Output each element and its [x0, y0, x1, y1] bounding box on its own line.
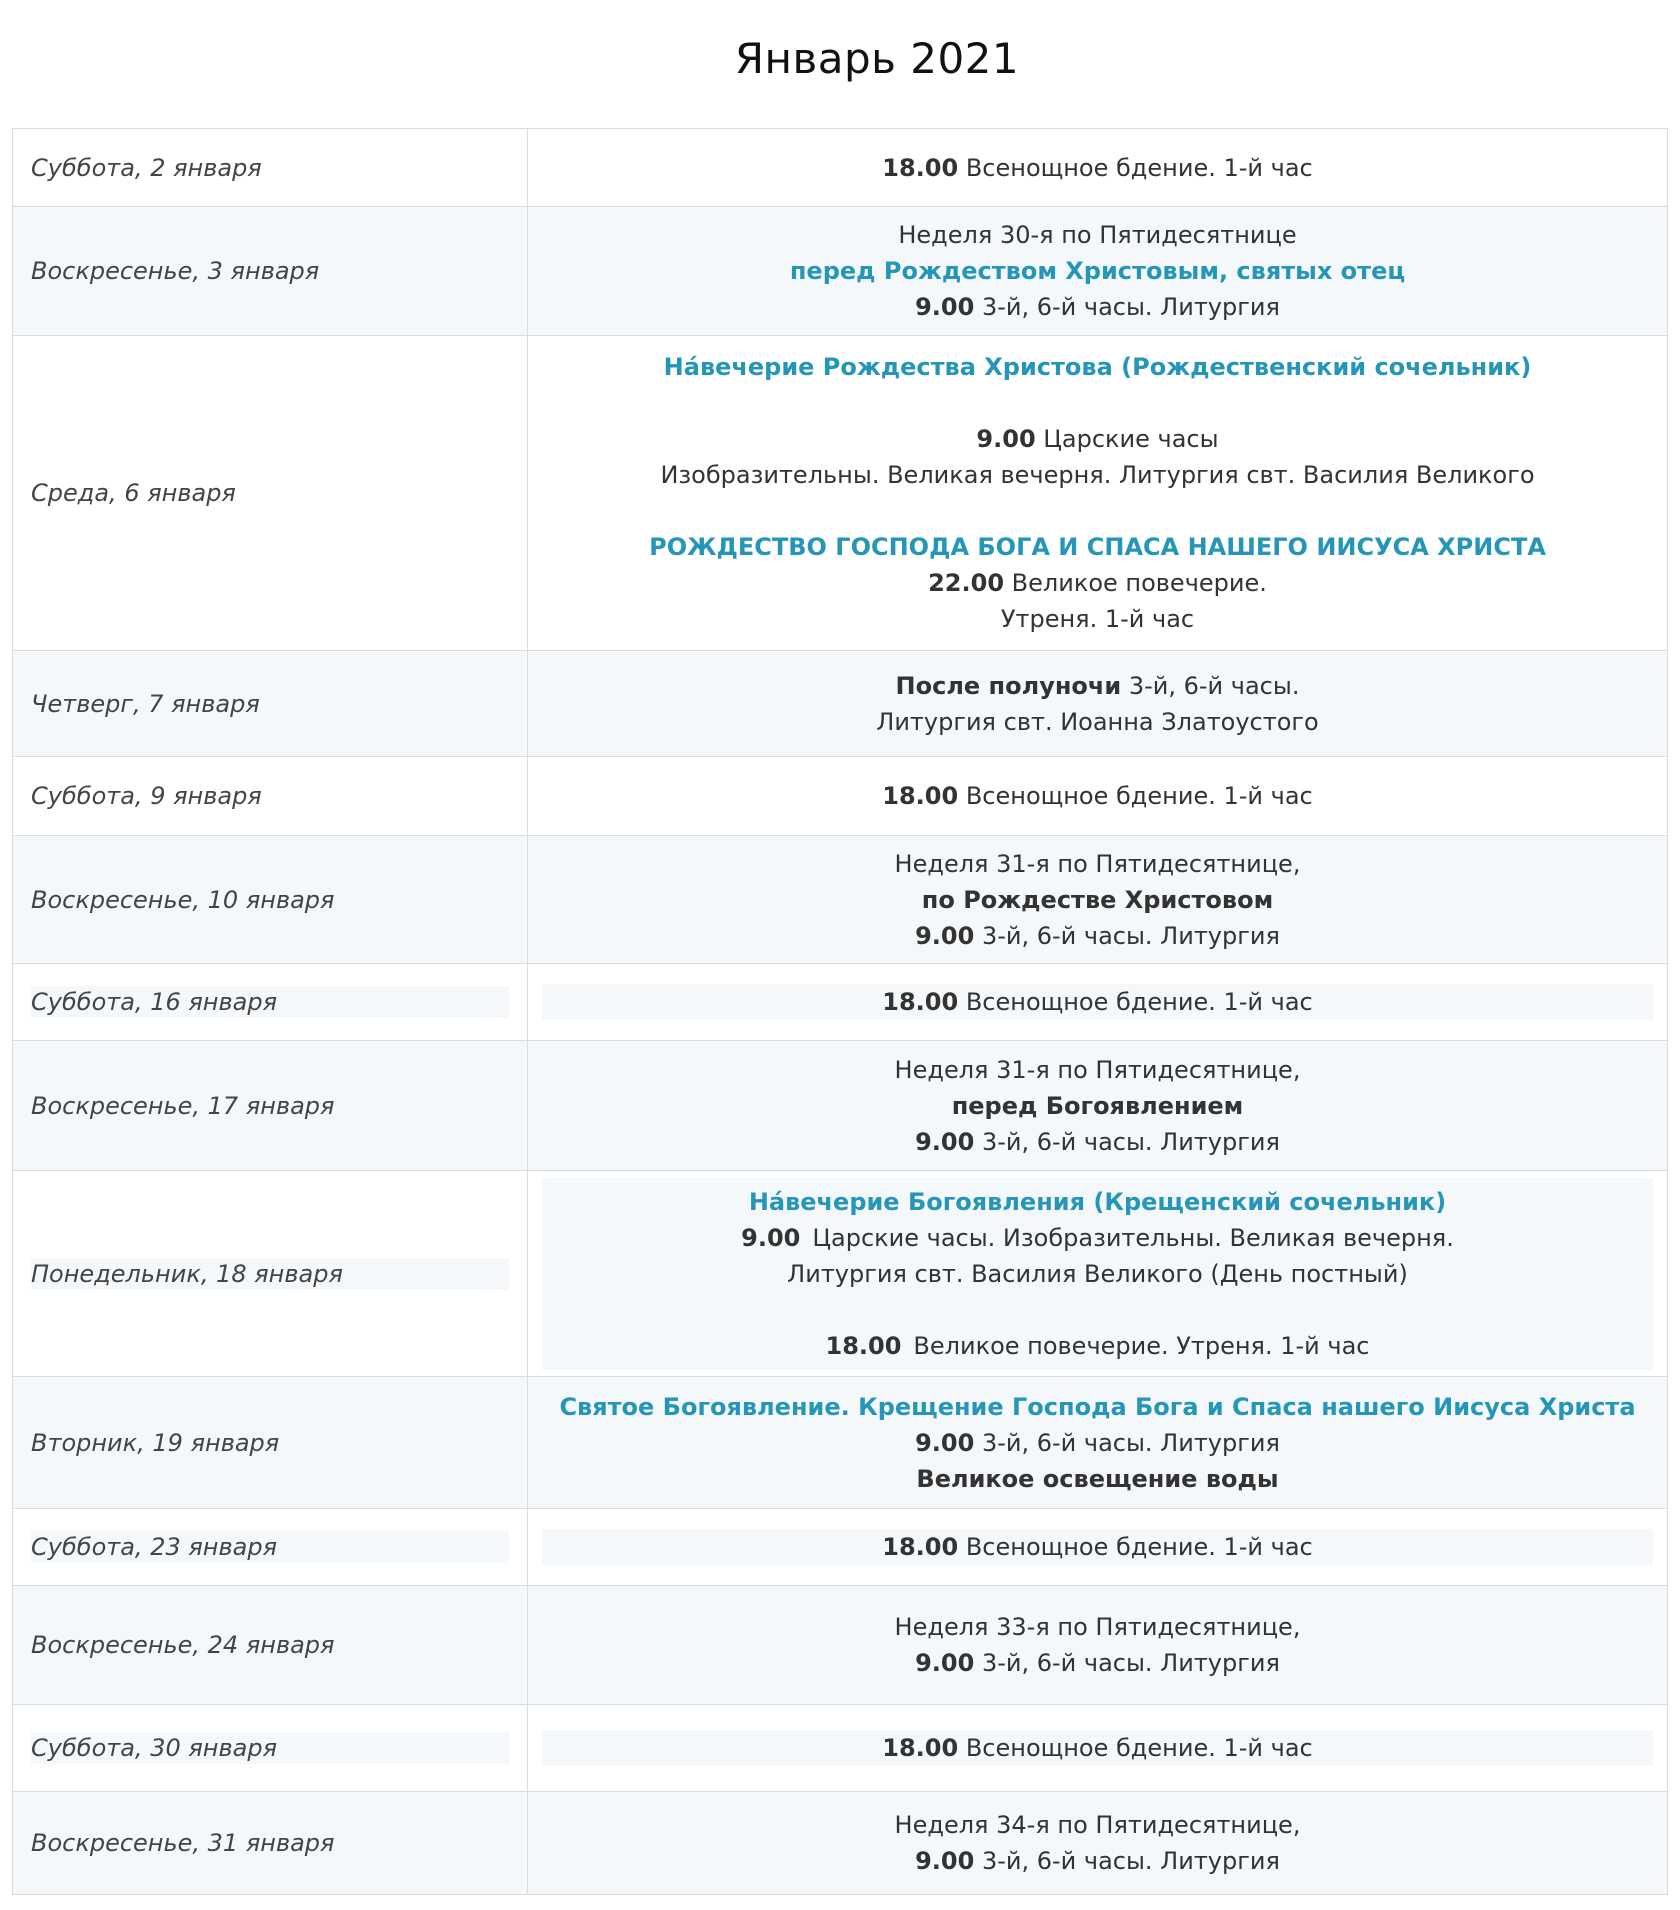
date-cell: Воскресенье, 3 января	[13, 207, 528, 336]
service-cell: Неделя 31-я по Пятидесятнице, по Рождестве Христовом 9.00 3-й, 6-й часы. Литургия	[528, 836, 1668, 964]
date-cell: Суббота, 2 января	[13, 129, 528, 207]
service-cell: 18.00 Всенощное бдение. 1-й час	[528, 129, 1668, 207]
date-cell: Воскресенье, 31 января	[13, 1792, 528, 1895]
feast-title: РОЖДЕСТВО ГОСПОДА БОГА И СПАСА НАШЕГО ИИСУСА ХРИСТА	[649, 533, 1546, 561]
date-cell: Вторник, 19 января	[13, 1377, 528, 1509]
table-row	[13, 1509, 1668, 1586]
date-cell: Понедельник, 18 января	[13, 1171, 528, 1377]
service-cell: 18.00 Всенощное бдение. 1-й час	[528, 757, 1668, 836]
service-cell: Святое Богоявление. Крещение Господа Бога и Спаса нашего Иисуса Христа 9.00 3-й, 6-й часы. Литургия Великое освещение воды	[528, 1377, 1668, 1509]
date-cell: Воскресенье, 17 января	[13, 1041, 528, 1171]
page-title: Январь 2021	[734, 34, 1020, 83]
feast-title: перед Рождеством Христовым, святых отец	[789, 257, 1406, 285]
date-cell: Воскресенье, 10 января	[13, 836, 528, 964]
table-row	[13, 129, 1668, 207]
table-row	[13, 1041, 1668, 1171]
service-cell: 18.00 Всенощное бдение. 1-й час	[528, 1509, 1668, 1586]
table-row	[13, 207, 1668, 336]
service-cell: Неделя 33-я по Пятидесятнице, 9.00 3-й, 6-й часы. Литургия	[528, 1586, 1668, 1705]
table-row	[13, 757, 1668, 836]
feast-title: Святое Богоявление. Крещение Господа Бога и Спаса нашего Иисуса Христа	[559, 1392, 1636, 1421]
service-cell: Нáвечерие Рождества Христова (Рождественский сочельник) 9.00 Царские часы Изобразительны. Великая вечерня. Литургия свт. Василия Великого РОЖДЕСТВО ГОСПОДА БОГА И СПАСА НАШЕГО ИИСУСА ХРИСТА 22.00 Великое повечерие. Утреня. 1-й час	[528, 336, 1668, 651]
table-row	[13, 1586, 1668, 1705]
feast-title: Нáвечерие Богоявления (Крещенский сочельник)	[748, 1187, 1447, 1216]
date-cell: Суббота, 16 января	[13, 964, 528, 1041]
service-cell: Неделя 30-я по Пятидесятнице перед Рождеством Христовым, святых отец 9.00 3-й, 6-й часы. Литургия	[528, 207, 1668, 336]
service-cell: Неделя 31-я по Пятидесятнице, перед Богоявлением 9.00 3-й, 6-й часы. Литургия	[528, 1041, 1668, 1171]
table-row	[13, 964, 1668, 1041]
service-cell: Неделя 34-я по Пятидесятнице, 9.00 3-й, 6-й часы. Литургия	[528, 1792, 1668, 1895]
feast-title: Нáвечерие Рождества Христова (Рождественский сочельник)	[663, 353, 1532, 381]
date-cell: Суббота, 23 января	[13, 1509, 528, 1586]
date-cell: Суббота, 9 января	[13, 757, 528, 836]
date-cell: Среда, 6 января	[13, 336, 528, 651]
table-row	[13, 1171, 1668, 1377]
date-cell: Четверг, 7 января	[13, 651, 528, 757]
date-cell: Воскресенье, 24 января	[13, 1586, 528, 1705]
table-row	[13, 1705, 1668, 1792]
service-cell: После полуночи 3-й, 6-й часы. Литургия свт. Иоанна Златоустого	[528, 651, 1668, 757]
date-cell: Суббота, 30 января	[13, 1705, 528, 1792]
table-row	[13, 336, 1668, 651]
schedule-table	[12, 128, 1668, 1895]
table-row	[13, 1792, 1668, 1895]
table-row	[13, 1377, 1668, 1509]
service-cell: 18.00 Всенощное бдение. 1-й час	[528, 964, 1668, 1041]
table-row	[13, 836, 1668, 964]
service-cell: 18.00 Всенощное бдение. 1-й час	[528, 1705, 1668, 1792]
table-row	[13, 651, 1668, 757]
service-cell: Нáвечерие Богоявления (Крещенский сочельник) 9.00 Царские часы. Изобразительны. Великая вечерня. Литургия свт. Василия Великого (День постный) 18.00 Великое повечерие. Утреня. 1-й час	[528, 1171, 1668, 1377]
